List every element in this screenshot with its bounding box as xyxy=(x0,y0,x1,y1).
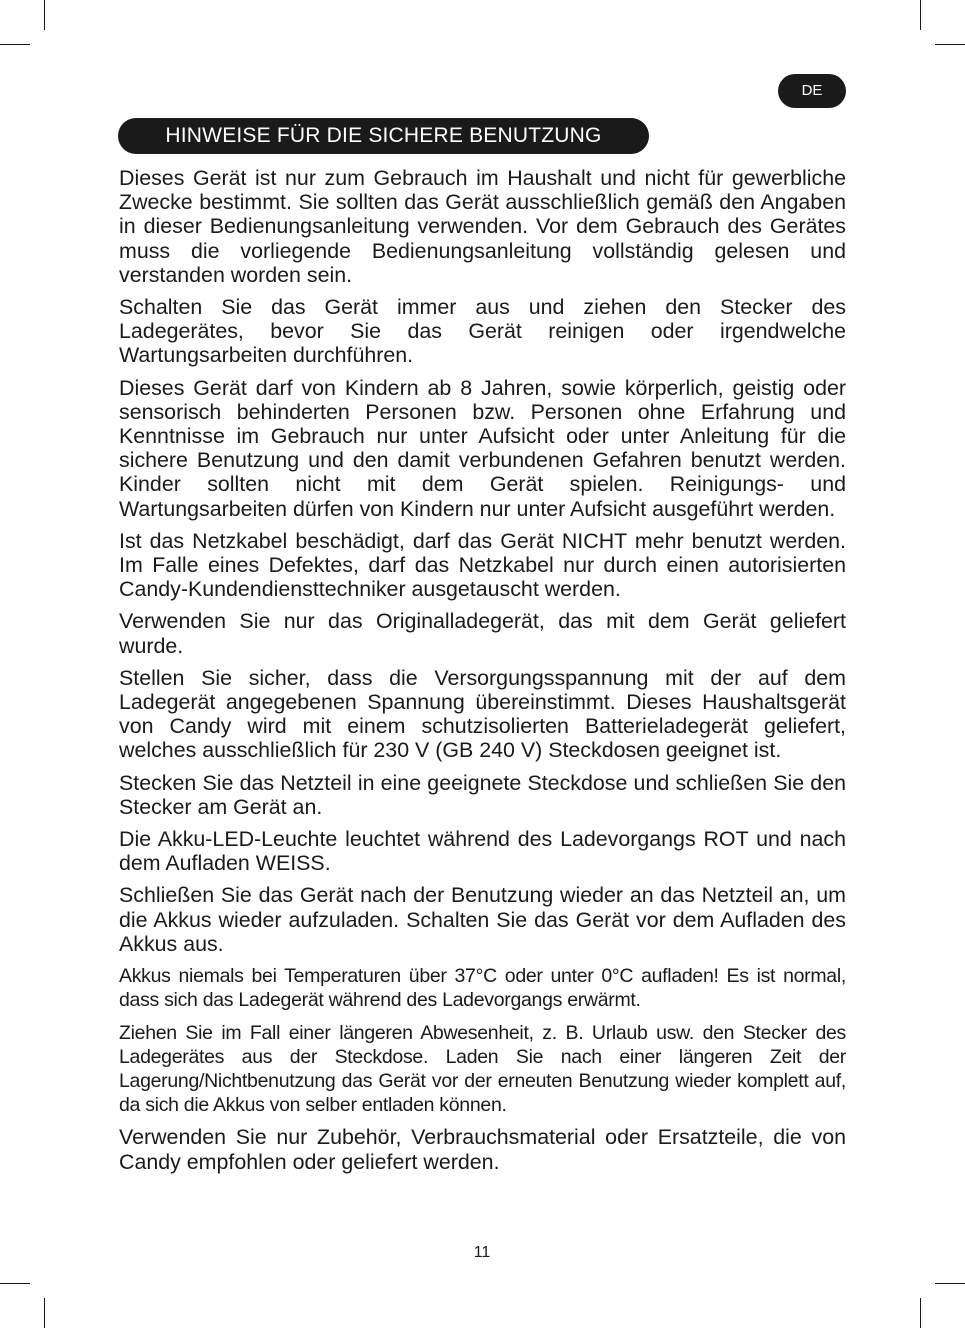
crop-mark xyxy=(44,0,45,30)
crop-mark xyxy=(935,1283,965,1284)
crop-mark xyxy=(920,0,921,30)
paragraph: Verwenden Sie nur Zubehör, Verbrauchsmaterial oder Ersatzteile, die von Candy empfohlen oder geliefert werden. xyxy=(119,1125,846,1174)
safety-instructions xyxy=(119,166,846,1182)
section-title: HINWEISE FÜR DIE SICHERE BENUTZUNG xyxy=(118,118,649,154)
paragraph: Ist das Netzkabel beschädigt, darf das Gerät NICHT mehr benutzt werden. Im Falle eines Defektes, darf das Netzkabel nur durch einen autorisierten Candy-Kundendiensttechniker ausgetauscht werden. xyxy=(119,528,846,602)
paragraph: Stellen Sie sicher, dass die Versorgungsspannung mit der auf dem Ladegerät angegebenen Spannung übereinstimmt. Dieses Haushaltsgerät von Candy wird mit einem schutzisolierten Batterieladegerät geliefert, welches ausschließlich für 230 V (GB 240 V) Steckdosen geeignet ist. xyxy=(119,665,846,763)
language-badge: DE xyxy=(778,74,846,108)
paragraph: Verwenden Sie nur das Originalladegerät, das mit dem Gerät geliefert wurde. xyxy=(119,609,846,658)
paragraph: Die Akku-LED-Leuchte leuchtet während des Ladevorgangs ROT und nach dem Aufladen WEISS. xyxy=(119,827,846,876)
paragraph: Schließen Sie das Gerät nach der Benutzung wieder an das Netzteil an, um die Akkus wieder aufzuladen. Schalten Sie das Gerät vor dem Aufladen des Akkus aus. xyxy=(119,883,846,956)
crop-mark xyxy=(0,1283,30,1284)
crop-mark xyxy=(935,44,965,45)
crop-mark xyxy=(0,44,30,45)
paragraph: Dieses Gerät ist nur zum Gebrauch im Haushalt und nicht für gewerbliche Zwecke bestimmt. Sie sollten das Gerät ausschließlich gemäß den Angaben in dieser Bedienungsanleitung verwenden. Vor dem Gebrauch des Gerätes muss die vorliegende Bedienungsanleitung vollständig gelesen und verstanden worden sein. xyxy=(119,166,846,287)
crop-mark xyxy=(920,1298,921,1328)
paragraph: Stecken Sie das Netzteil in eine geeignete Steckdose und schließen Sie den Stecker am Gerät an. xyxy=(119,770,846,819)
paragraph: Akkus niemals bei Temperaturen über 37°C oder unter 0°C aufladen! Es ist normal, dass sich das Ladegerät während des Ladevorgangs erwärmt. xyxy=(119,965,846,1012)
paragraph: Dieses Gerät darf von Kindern ab 8 Jahren, sowie körperlich, geistig oder sensorisch behinderten Personen bzw. Personen ohne Erfahrung und Kenntnisse im Gebrauch nur unter Aufsicht oder unter Anleitung für die sichere Benutzung und den damit verbundenen Gefahren benutzt werden. Kinder sollten nicht mit dem Gerät spielen. Reinigungs- und Wartungsarbeiten dürfen von Kindern nur unter Aufsicht ausgeführt werden. xyxy=(119,375,846,521)
crop-mark xyxy=(44,1298,45,1328)
paragraph: Ziehen Sie im Fall einer längeren Abwesenheit, z. B. Urlaub usw. den Stecker des Ladegerätes aus der Steckdose. Laden Sie nach einer längeren Zeit der Lagerung/Nichtbenutzung das Gerät vor der erneuten Benutzung wieder komplett auf, da sich die Akkus von selber entladen können. xyxy=(119,1021,846,1117)
paragraph: Schalten Sie das Gerät immer aus und ziehen den Stecker des Ladegerätes, bevor Sie das Gerät reinigen oder irgendwelche Wartungsarbeiten durchführen. xyxy=(119,295,846,368)
page-number: 11 xyxy=(473,1244,491,1261)
